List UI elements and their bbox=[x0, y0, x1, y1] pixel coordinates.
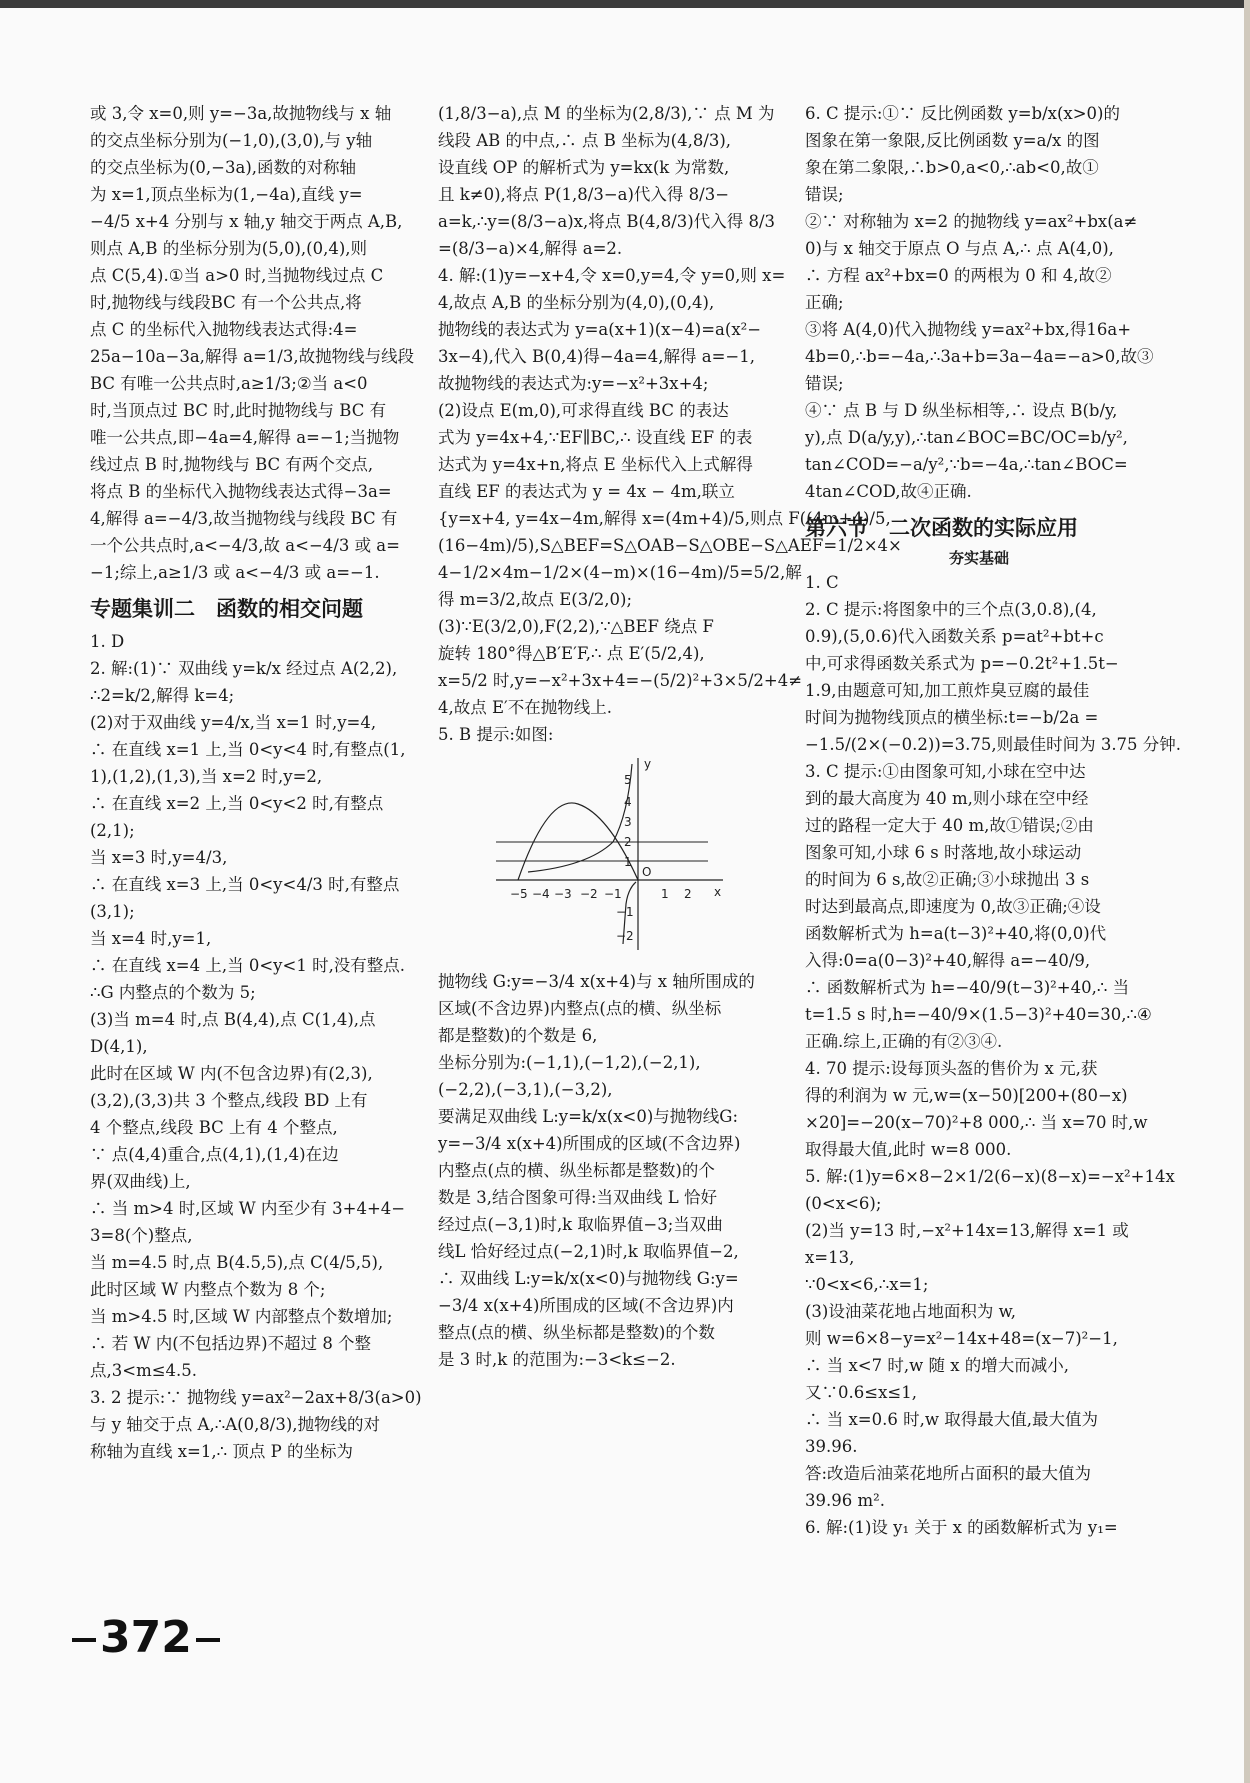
text-line: (2)对于双曲线 y=4/x,当 x=1 时,y=4, bbox=[90, 713, 377, 732]
text-line: 6. C 提示:①∵ 反比例函数 y=b/x(x>0)的 bbox=[805, 104, 1120, 123]
text-line: (0<x<6); bbox=[805, 1194, 882, 1213]
text-line: 3. C 提示:①由图象可知,小球在空中达 bbox=[805, 762, 1086, 781]
text-line: ∴ 在直线 x=2 上,当 0<y<2 时,有整点 bbox=[90, 794, 384, 813]
text-line: 达式为 y=4x+n,将点 E 坐标代入上式解得 bbox=[438, 455, 753, 474]
text-line: ∴ 在直线 x=1 上,当 0<y<4 时,有整点(1, bbox=[90, 740, 406, 759]
text-line: 界(双曲线)上, bbox=[90, 1172, 191, 1191]
text-line: 故抛物线的表达式为:y=−x²+3x+4; bbox=[438, 374, 709, 393]
text-line: 函数解析式为 h=a(t−3)²+40,将(0,0)代 bbox=[805, 924, 1107, 943]
y-label: y bbox=[644, 757, 652, 771]
text-line: 内整点(点的横、纵坐标都是整数)的个 bbox=[438, 1161, 715, 1180]
text-line: 的交点坐标为(0,−3a),函数的对称轴 bbox=[90, 158, 357, 177]
text-line: 则 w=6×8−y=x²−14x+48=(x−7)²−1, bbox=[805, 1329, 1118, 1348]
text-line: y=−3/4 x(x+4)所围成的区域(不含边界) bbox=[438, 1134, 741, 1153]
text-line: 答:改造后油菜花地所占面积的最大值为 bbox=[805, 1464, 1092, 1483]
text-line: 为 x=1,顶点坐标为(1,−4a),直线 y= bbox=[90, 185, 363, 204]
parabola-curve bbox=[518, 803, 638, 880]
text-line: 3x−4),代入 B(0,4)得−4a=4,解得 a=−1, bbox=[438, 347, 755, 366]
text-line: 此时区域 W 内整点个数为 8 个; bbox=[90, 1280, 326, 1299]
section-title-topic-2: 专题集训二 函数的相交问题 bbox=[90, 597, 363, 621]
text-line: 0.9),(5,0.6)代入函数关系 p=at²+bt+c bbox=[805, 627, 1104, 646]
text-line: (3)设油菜花地占地面积为 w, bbox=[805, 1302, 1017, 1321]
y-tick: 1 bbox=[624, 855, 632, 869]
text-line: BC 有唯一公共点时,a≥1/3;②当 a<0 bbox=[90, 374, 368, 393]
text-line: ②∵ 对称轴为 x=2 的抛物线 y=ax²+bx(a≠ bbox=[805, 212, 1138, 231]
text-line: 区域(不含边界)内整点(点的横、纵坐标 bbox=[438, 999, 722, 1018]
text-line: ∵0<x<6,∴x=1; bbox=[805, 1275, 929, 1294]
text-line: (3)∵E(3/2,0),F(2,2),∵△BEF 绕点 F bbox=[438, 617, 714, 636]
text-line: 1. D bbox=[90, 632, 125, 651]
text-line: 线段 AB 的中点,∴ 点 B 坐标为(4,8/3), bbox=[438, 131, 732, 150]
y-tick: 3 bbox=[624, 815, 632, 829]
x-tick: −1 bbox=[604, 887, 622, 901]
text-line: 的交点坐标分别为(−1,0),(3,0),与 y轴 bbox=[90, 131, 373, 150]
text-line: 2. 解:(1)∵ 双曲线 y=k/x 经过点 A(2,2), bbox=[90, 659, 398, 678]
text-line: 5. 解:(1)y=6×8−2×1/2(6−x)(8−x)=−x²+14x bbox=[805, 1167, 1175, 1186]
x-tick: −2 bbox=[580, 887, 598, 901]
text-line: 4−1/2×4m−1/2×(4−m)×(16−4m)/5=5/2,解 bbox=[438, 563, 802, 582]
text-line: ∴G 内整点的个数为 5; bbox=[90, 983, 256, 1002]
text-line: 4tan∠COD,故④正确. bbox=[805, 482, 972, 501]
text-line: 或 3,令 x=0,则 y=−3a,故抛物线与 x 轴 bbox=[90, 104, 392, 123]
text-line: 时间为抛物线顶点的横坐标:t=−b/2a = bbox=[805, 708, 1099, 727]
text-line: −3/4 x(x+4)所围成的区域(不含边界)内 bbox=[438, 1296, 734, 1315]
x-tick: 2 bbox=[684, 887, 692, 901]
text-line: 则点 A,B 的坐标分别为(5,0),(0,4),则 bbox=[90, 239, 367, 258]
text-line: D(4,1), bbox=[90, 1037, 148, 1056]
text-line: ∴ 当 x=0.6 时,w 取得最大值,最大值为 bbox=[805, 1410, 1098, 1429]
text-line: 直线 EF 的表达式为 y = 4x − 4m,联立 bbox=[438, 482, 735, 501]
text-line: 6. 解:(1)设 y₁ 关于 x 的函数解析式为 y₁= bbox=[805, 1518, 1118, 1537]
text-line: 抛物线的表达式为 y=a(x+1)(x−4)=a(x²− bbox=[438, 320, 762, 339]
text-line: 线L 恰好经过点(−2,1)时,k 取临界值−2, bbox=[438, 1242, 739, 1261]
y-tick: −1 bbox=[616, 905, 634, 919]
text-line: 4b=0,∴b=−4a,∴3a+b=3a−4a=−a>0,故③ bbox=[805, 347, 1154, 366]
text-line: ④∵ 点 B 与 D 纵坐标相等,∴ 设点 B(b/y, bbox=[805, 401, 1118, 420]
text-line: 线过点 B 时,抛物线与 BC 有两个交点, bbox=[90, 455, 374, 474]
text-line: t=1.5 s 时,h=−40/9×(1.5−3)²+40=30,∴④ bbox=[805, 1005, 1152, 1024]
text-line: 1),(1,2),(1,3),当 x=2 时,y=2, bbox=[90, 767, 323, 786]
hyperbola-curve bbox=[528, 764, 632, 872]
page-edge bbox=[1244, 0, 1250, 1783]
text-line: ∴ 在直线 x=4 上,当 0<y<1 时,没有整点. bbox=[90, 956, 406, 975]
text-line: 错误; bbox=[805, 374, 844, 393]
text-line: (3,1); bbox=[90, 902, 135, 921]
text-line: 4. 解:(1)y=−x+4,令 x=0,y=4,令 y=0,则 x= bbox=[438, 266, 786, 285]
x-tick: −5 bbox=[510, 887, 528, 901]
text-line: 又∵0.6≤x≤1, bbox=[805, 1383, 917, 1402]
text-line: (2,1); bbox=[90, 821, 135, 840]
text-line: (16−4m)/5),S△BEF=S△OAB−S△OBE−S△AEF=1/2×4× bbox=[438, 536, 902, 555]
text-line: (2)当 y=13 时,−x²+14x=13,解得 x=1 或 bbox=[805, 1221, 1129, 1240]
text-line: 坐标分别为:(−1,1),(−1,2),(−2,1), bbox=[438, 1053, 701, 1072]
text-line: 39.96. bbox=[805, 1437, 858, 1456]
text-line: 中,可求得函数关系式为 p=−0.2t²+1.5t− bbox=[805, 654, 1119, 673]
function-graph bbox=[488, 754, 728, 954]
text-line: 的时间为 6 s,故②正确;③小球抛出 3 s bbox=[805, 870, 1090, 889]
text-line: 设直线 OP 的解析式为 y=kx(k 为常数, bbox=[438, 158, 730, 177]
text-line: 当 x=4 时,y=1, bbox=[90, 929, 212, 948]
y-tick: −2 bbox=[616, 929, 634, 943]
text-line: 与 y 轴交于点 A,∴A(0,8/3),抛物线的对 bbox=[90, 1415, 381, 1434]
text-line: ∴ 若 W 内(不包括边界)不超过 8 个整 bbox=[90, 1334, 372, 1353]
text-line: 象在第二象限,∴b>0,a<0,∴ab<0,故① bbox=[805, 158, 1099, 177]
text-line: (3)当 m=4 时,点 B(4,4),点 C(1,4),点 bbox=[90, 1010, 376, 1029]
text-line: 图象在第一象限,反比例函数 y=a/x 的图 bbox=[805, 131, 1100, 150]
column-left bbox=[90, 100, 430, 1465]
text-line: 唯一公共点,即−4a=4,解得 a=−1;当抛物 bbox=[90, 428, 400, 447]
text-line: ∴ 函数解析式为 h=−40/9(t−3)²+40,∴ 当 bbox=[805, 978, 1130, 997]
text-line: 此时在区域 W 内(不包含边界)有(2,3), bbox=[90, 1064, 373, 1083]
text-line: tan∠COD=−a/y²,∵b=−4a,∴tan∠BOC= bbox=[805, 455, 1128, 474]
section-subtitle: 夯实基础 bbox=[948, 549, 1009, 567]
text-line: ∴ 当 m>4 时,区域 W 内至少有 3+4+4− bbox=[90, 1199, 406, 1218]
text-line: ∴ 在直线 x=3 上,当 0<y<4/3 时,有整点 bbox=[90, 875, 400, 894]
y-tick: 2 bbox=[624, 835, 632, 849]
column-right bbox=[805, 100, 1182, 1541]
section-title-chapter-6: 第六节 二次函数的实际应用 bbox=[805, 516, 1078, 540]
y-tick: 4 bbox=[624, 795, 632, 809]
text-line: 4,故点 A,B 的坐标分别为(4,0),(0,4), bbox=[438, 293, 715, 312]
text-line: −1;综上,a≥1/3 或 a<−4/3 或 a=−1. bbox=[90, 563, 380, 582]
text-line: x=13, bbox=[805, 1248, 855, 1267]
text-line: 2. C 提示:将图象中的三个点(3,0.8),(4, bbox=[805, 600, 1097, 619]
text-line: 正确.综上,正确的有②③④. bbox=[805, 1032, 1003, 1051]
text-line: 得 m=3/2,故点 E(3/2,0); bbox=[438, 590, 633, 609]
top-bar bbox=[0, 0, 1250, 8]
text-line: (−2,2),(−3,1),(−3,2), bbox=[438, 1080, 613, 1099]
text-line: ∵ 点(4,4)重合,点(4,1),(1,4)在边 bbox=[90, 1145, 339, 1164]
x-label: x bbox=[714, 885, 722, 899]
text-line: ∴ 双曲线 L:y=k/x(x<0)与抛物线 G:y= bbox=[438, 1269, 739, 1288]
text-line: 得的利润为 w 元,w=(x−50)[200+(80−x) bbox=[805, 1086, 1128, 1105]
text-line: 旋转 180°得△B′E′F,∴ 点 E′(5/2,4), bbox=[438, 644, 705, 663]
text-line: 且 k≠0),将点 P(1,8/3−a)代入得 8/3− bbox=[438, 185, 730, 204]
text-line: 数是 3,结合图象可得:当双曲线 L 恰好 bbox=[438, 1188, 717, 1207]
text-line: 0)与 x 轴交于原点 O 与点 A,∴ 点 A(4,0), bbox=[805, 239, 1114, 258]
text-line: 1. C bbox=[805, 573, 839, 592]
text-line: 时达到最高点,即速度为 0,故③正确;④设 bbox=[805, 897, 1101, 916]
text-line: (3,2),(3,3)共 3 个整点,线段 BD 上有 bbox=[90, 1091, 368, 1110]
text-line: 4 个整点,线段 BC 上有 4 个整点, bbox=[90, 1118, 338, 1137]
text-line: 时,抛物线与线段BC 有一个公共点,将 bbox=[90, 293, 362, 312]
text-line: {y=x+4, y=4x−4m,解得 x=(4m+4)/5,则点 F((4m+4)/5, bbox=[438, 509, 891, 528]
text-line: 经过点(−3,1)时,k 取临界值−3;当双曲 bbox=[438, 1215, 723, 1234]
text-line: 4. 70 提示:设每顶头盔的售价为 x 元,获 bbox=[805, 1059, 1098, 1078]
text-line: ∴2=k/2,解得 k=4; bbox=[90, 686, 235, 705]
text-line: 称轴为直线 x=1,∴ 顶点 P 的坐标为 bbox=[90, 1442, 353, 1461]
text-line: −4/5 x+4 分别与 x 轴,y 轴交于两点 A,B, bbox=[90, 212, 403, 231]
text-line: 当 m>4.5 时,区域 W 内部整点个数增加; bbox=[90, 1307, 393, 1326]
text-line: 5. B 提示:如图: bbox=[438, 725, 554, 744]
text-line: 点 C 的坐标代入抛物线表达式得:4= bbox=[90, 320, 358, 339]
text-line: 一个公共点时,a<−4/3,故 a<−4/3 或 a= bbox=[90, 536, 400, 555]
text-line: 取得最大值,此时 w=8 000. bbox=[805, 1140, 1012, 1159]
x-tick: −4 bbox=[532, 887, 550, 901]
origin-label: O bbox=[642, 865, 652, 879]
text-line: 整点(点的横、纵坐标都是整数)的个数 bbox=[438, 1323, 715, 1342]
text-line: 点,3<m≤4.5. bbox=[90, 1361, 198, 1380]
text-line: 当 m=4.5 时,点 B(4.5,5),点 C(4/5,5), bbox=[90, 1253, 384, 1272]
x-tick: 1 bbox=[661, 887, 669, 901]
x-tick: −3 bbox=[554, 887, 572, 901]
text-line: 到的最大高度为 40 m,则小球在空中经 bbox=[805, 789, 1089, 808]
text-line: −1.5/(2×(−0.2))=3.75,则最佳时间为 3.75 分钟. bbox=[805, 735, 1182, 754]
text-line: 都是整数)的个数是 6, bbox=[438, 1026, 598, 1045]
text-line: 25a−10a−3a,解得 a=1/3,故抛物线与线段 bbox=[90, 347, 415, 366]
text-line: 点 C(5,4).①当 a>0 时,当抛物线过点 C bbox=[90, 266, 384, 285]
text-line: 式为 y=4x+4,∵EF∥BC,∴ 设直线 EF 的表 bbox=[438, 428, 753, 447]
text-line: 3. 2 提示:∵ 抛物线 y=ax²−2ax+8/3(a>0) bbox=[90, 1388, 422, 1407]
text-line: 是 3 时,k 的范围为:−3<k≤−2. bbox=[438, 1350, 676, 1369]
text-line: (1,8/3−a),点 M 的坐标为(2,8/3),∵ 点 M 为 bbox=[438, 104, 775, 123]
text-line: 4,故点 E′不在抛物线上. bbox=[438, 698, 613, 717]
text-line: 1.9,由题意可知,加工煎炸臭豆腐的最佳 bbox=[805, 681, 1090, 700]
text-line: ×20]=−20(x−70)²+8 000,∴ 当 x=70 时,w bbox=[805, 1113, 1148, 1132]
text-line: (2)设点 E(m,0),可求得直线 BC 的表达 bbox=[438, 401, 729, 420]
text-line: 将点 B 的坐标代入抛物线表达式得−3a= bbox=[90, 482, 392, 501]
text-line: 过的路程一定大于 40 m,故①错误;②由 bbox=[805, 816, 1094, 835]
text-line: ③将 A(4,0)代入抛物线 y=ax²+bx,得16a+ bbox=[805, 320, 1132, 339]
text-line: a=k,∴y=(8/3−a)x,将点 B(4,8/3)代入得 8/3 bbox=[438, 212, 776, 231]
text-line: 要满足双曲线 L:y=k/x(x<0)与抛物线G: bbox=[438, 1107, 739, 1126]
text-line: =(8/3−a)×4,解得 a=2. bbox=[438, 239, 623, 258]
text-line: ∴ 当 x<7 时,w 随 x 的增大而减小, bbox=[805, 1356, 1070, 1375]
text-line: 正确; bbox=[805, 293, 844, 312]
text-line: y),点 D(a/y,y),∴tan∠BOC=BC/OC=b/y², bbox=[805, 428, 1128, 447]
text-line: 时,当顶点过 BC 时,此时抛物线与 BC 有 bbox=[90, 401, 387, 420]
text-line: 当 x=3 时,y=4/3, bbox=[90, 848, 228, 867]
text-line: ∴ 方程 ax²+bx=0 的两根为 0 和 4,故② bbox=[805, 266, 1112, 285]
text-line: 抛物线 G:y=−3/4 x(x+4)与 x 轴所围成的 bbox=[438, 972, 755, 991]
text-line: 39.96 m². bbox=[805, 1491, 885, 1510]
text-line: 3=8(个)整点, bbox=[90, 1226, 193, 1245]
text-line: 错误; bbox=[805, 185, 844, 204]
text-line: 4,解得 a=−4/3,故当抛物线与线段 BC 有 bbox=[90, 509, 398, 528]
text-line: 图象可知,小球 6 s 时落地,故小球运动 bbox=[805, 843, 1082, 862]
text-line: 入得:0=a(0−3)²+40,解得 a=−40/9, bbox=[805, 951, 1091, 970]
text-line: x=5/2 时,y=−x²+3x+4=−(5/2)²+3×5/2+4≠ bbox=[438, 671, 803, 690]
page-number: 372 bbox=[68, 1612, 224, 1663]
y-tick: 5 bbox=[624, 773, 632, 787]
